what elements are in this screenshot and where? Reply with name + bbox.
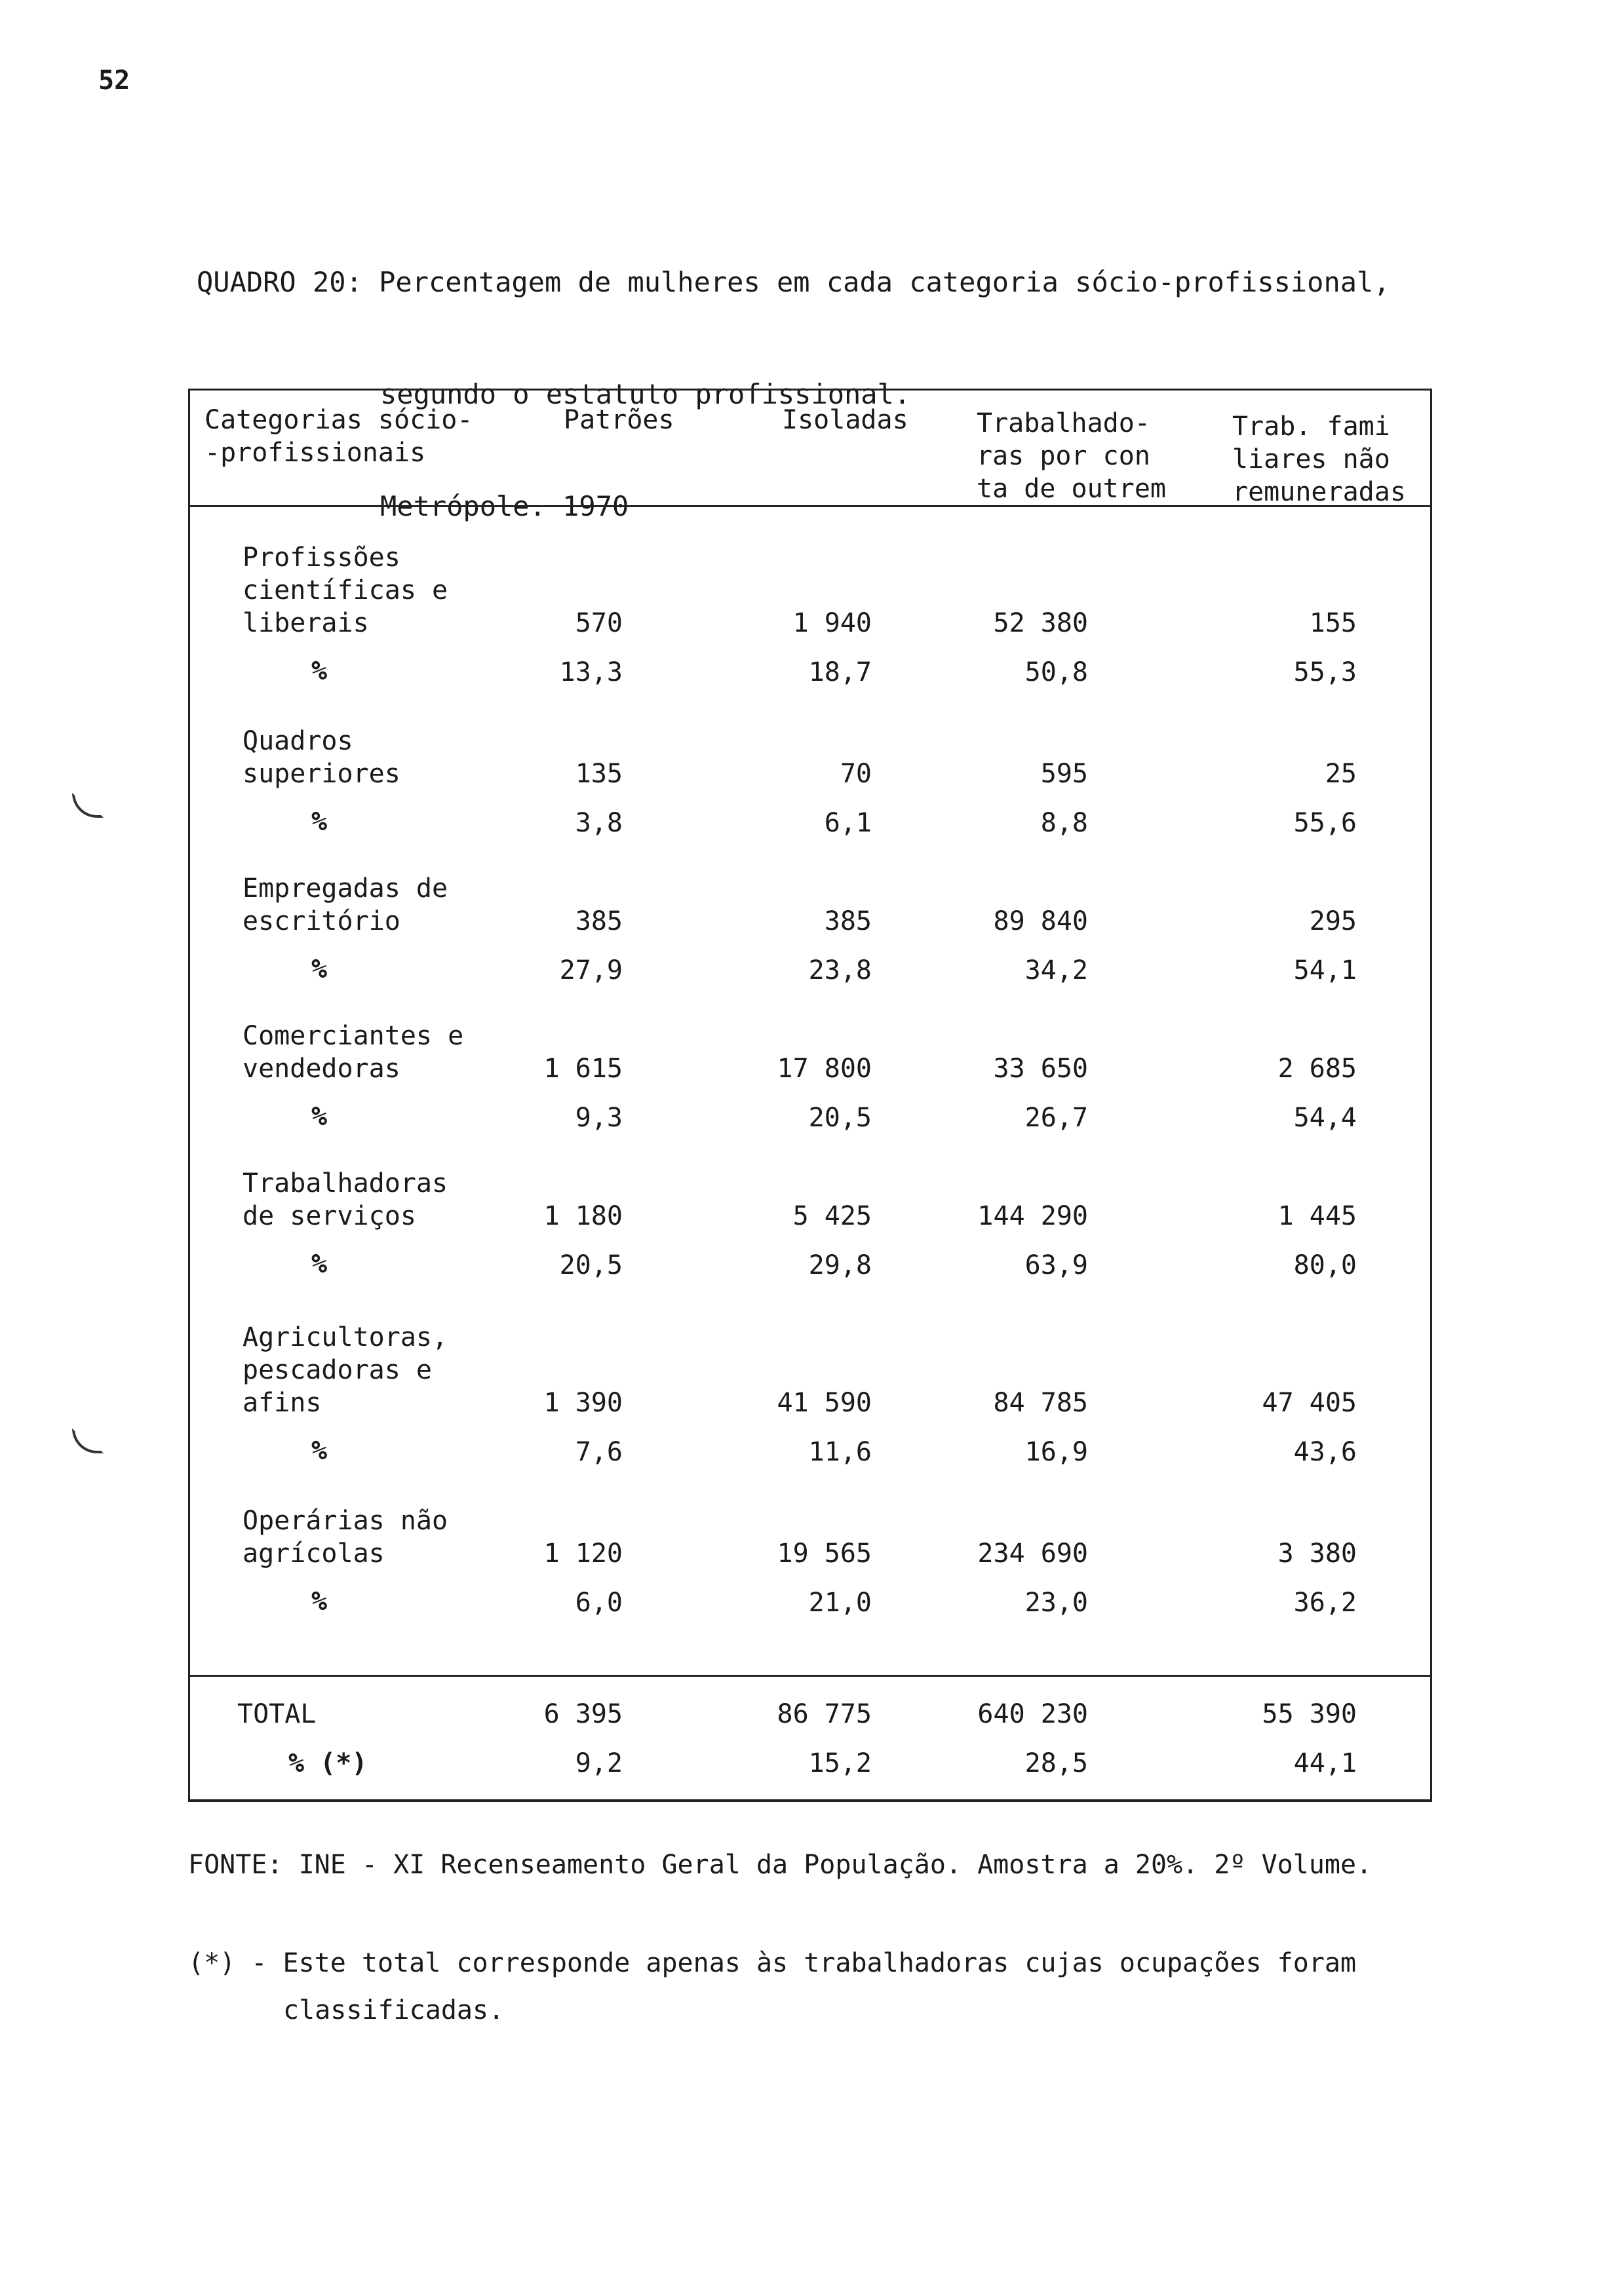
header-familiares: Trab. fami liares não remuneradas <box>1232 411 1406 507</box>
row-value: 5 425 <box>792 1201 872 1231</box>
row-label: Empregadas de escritório <box>243 873 448 936</box>
row-value: 135 <box>575 759 623 789</box>
row-percent: 34,2 <box>1024 955 1088 985</box>
row-value: 84 785 <box>993 1388 1088 1418</box>
row-value: 155 <box>1309 608 1357 638</box>
row-value: 1 940 <box>792 608 872 638</box>
data-table <box>188 389 1432 1802</box>
row-value: 234 690 <box>977 1539 1088 1569</box>
row-value: 1 615 <box>543 1054 623 1084</box>
row-percent: 7,6 <box>575 1437 623 1467</box>
percent-symbol: % <box>311 954 328 984</box>
total-pct-familiares: 44,1 <box>1293 1748 1357 1778</box>
row-value: 385 <box>575 906 623 936</box>
row-percent: 54,1 <box>1293 955 1357 985</box>
row-percent: 20,5 <box>559 1250 623 1280</box>
header-isoladas: Isoladas <box>782 405 908 435</box>
row-percent: 50,8 <box>1024 657 1088 687</box>
row-percent: 11,6 <box>808 1437 872 1467</box>
total-isoladas: 86 775 <box>777 1699 872 1729</box>
row-label: Comerciantes e vendedoras <box>243 1021 464 1084</box>
row-percent: 6,1 <box>824 808 872 838</box>
scan-mark <box>72 793 104 818</box>
row-percent: 54,4 <box>1293 1103 1357 1133</box>
total-trabalhadoras: 640 230 <box>977 1699 1088 1729</box>
row-label: Quadros superiores <box>243 726 400 789</box>
row-percent: 20,5 <box>808 1103 872 1133</box>
row-value: 70 <box>840 759 872 789</box>
row-percent: 3,8 <box>575 808 623 838</box>
row-percent: 23,0 <box>1024 1588 1088 1618</box>
total-familiares: 55 390 <box>1262 1699 1357 1729</box>
row-value: 25 <box>1325 759 1357 789</box>
row-percent: 16,9 <box>1024 1437 1088 1467</box>
row-value: 47 405 <box>1262 1388 1357 1418</box>
header-trabalhadoras: Trabalhado- ras por con ta de outrem <box>977 408 1166 504</box>
percent-symbol: % <box>311 1586 328 1617</box>
row-value: 33 650 <box>993 1054 1088 1084</box>
percent-symbol: % <box>311 1249 328 1279</box>
row-value: 19 565 <box>777 1539 872 1569</box>
percent-symbol: % <box>311 1101 328 1132</box>
total-patroes: 6 395 <box>543 1699 623 1729</box>
row-value: 1 180 <box>543 1201 623 1231</box>
row-label: Agricultoras, pescadoras e afins <box>243 1322 448 1418</box>
header-divider <box>190 505 1430 507</box>
row-percent: 6,0 <box>575 1588 623 1618</box>
row-value: 295 <box>1309 906 1357 936</box>
percent-symbol: % <box>311 656 328 686</box>
row-percent: 27,9 <box>559 955 623 985</box>
row-percent: 26,7 <box>1024 1103 1088 1133</box>
row-value: 2 685 <box>1277 1054 1357 1084</box>
row-label: Profissões científicas e liberais <box>243 543 448 638</box>
row-percent: 36,2 <box>1293 1588 1357 1618</box>
row-percent: 21,0 <box>808 1588 872 1618</box>
title-line-2: segundo o estatuto profissional. <box>380 378 911 410</box>
row-percent: 80,0 <box>1293 1250 1357 1280</box>
row-value: 385 <box>824 906 872 936</box>
row-percent: 18,7 <box>808 657 872 687</box>
row-value: 144 290 <box>977 1201 1088 1231</box>
row-percent: 55,3 <box>1293 657 1357 687</box>
scan-mark <box>72 1428 104 1453</box>
row-percent: 63,9 <box>1024 1250 1088 1280</box>
row-percent: 13,3 <box>559 657 623 687</box>
row-value: 595 <box>1040 759 1088 789</box>
row-value: 17 800 <box>777 1054 872 1084</box>
row-value: 1 120 <box>543 1539 623 1569</box>
source-note: FONTE: INE - XI Recenseamento Geral da População. Amostra a 20%. 2º Volume. <box>188 1850 1372 1880</box>
row-value: 3 380 <box>1277 1539 1357 1569</box>
title-line-3: Metrópole. 1970 <box>380 490 629 522</box>
total-pct-trabalhadoras: 28,5 <box>1024 1748 1088 1778</box>
header-categories: Categorias sócio- -profissionais <box>204 405 473 468</box>
row-percent: 9,3 <box>575 1103 623 1133</box>
row-value: 41 590 <box>777 1388 872 1418</box>
footnote-line-1: (*) - Este total corresponde apenas às trabalhadoras cujas ocupações foram <box>188 1948 1357 1978</box>
percent-symbol: % <box>311 1436 328 1466</box>
row-value: 570 <box>575 608 623 638</box>
row-percent: 29,8 <box>808 1250 872 1280</box>
row-value: 1 445 <box>1277 1201 1357 1231</box>
total-pct-patroes: 9,2 <box>575 1748 623 1778</box>
row-label: Operárias não agrícolas <box>243 1506 448 1569</box>
total-pct-isoladas: 15,2 <box>808 1748 872 1778</box>
row-percent: 55,6 <box>1293 808 1357 838</box>
total-pct-label: % (*) <box>288 1748 368 1778</box>
title-line-1: QUADRO 20: Percentagem de mulheres em cada categoria sócio-profissional, <box>197 266 1390 298</box>
row-percent: 43,6 <box>1293 1437 1357 1467</box>
row-percent: 23,8 <box>808 955 872 985</box>
row-percent: 8,8 <box>1040 808 1088 838</box>
header-patroes: Patrões <box>564 405 674 435</box>
percent-symbol: % <box>311 807 328 837</box>
row-value: 1 390 <box>543 1388 623 1418</box>
row-value: 89 840 <box>993 906 1088 936</box>
total-label: TOTAL <box>237 1699 317 1729</box>
total-divider <box>190 1675 1430 1677</box>
footnote-line-2: classificadas. <box>283 1995 505 2025</box>
page-number: 52 <box>98 66 130 96</box>
row-label: Trabalhadoras de serviços <box>243 1168 448 1231</box>
row-value: 52 380 <box>993 608 1088 638</box>
